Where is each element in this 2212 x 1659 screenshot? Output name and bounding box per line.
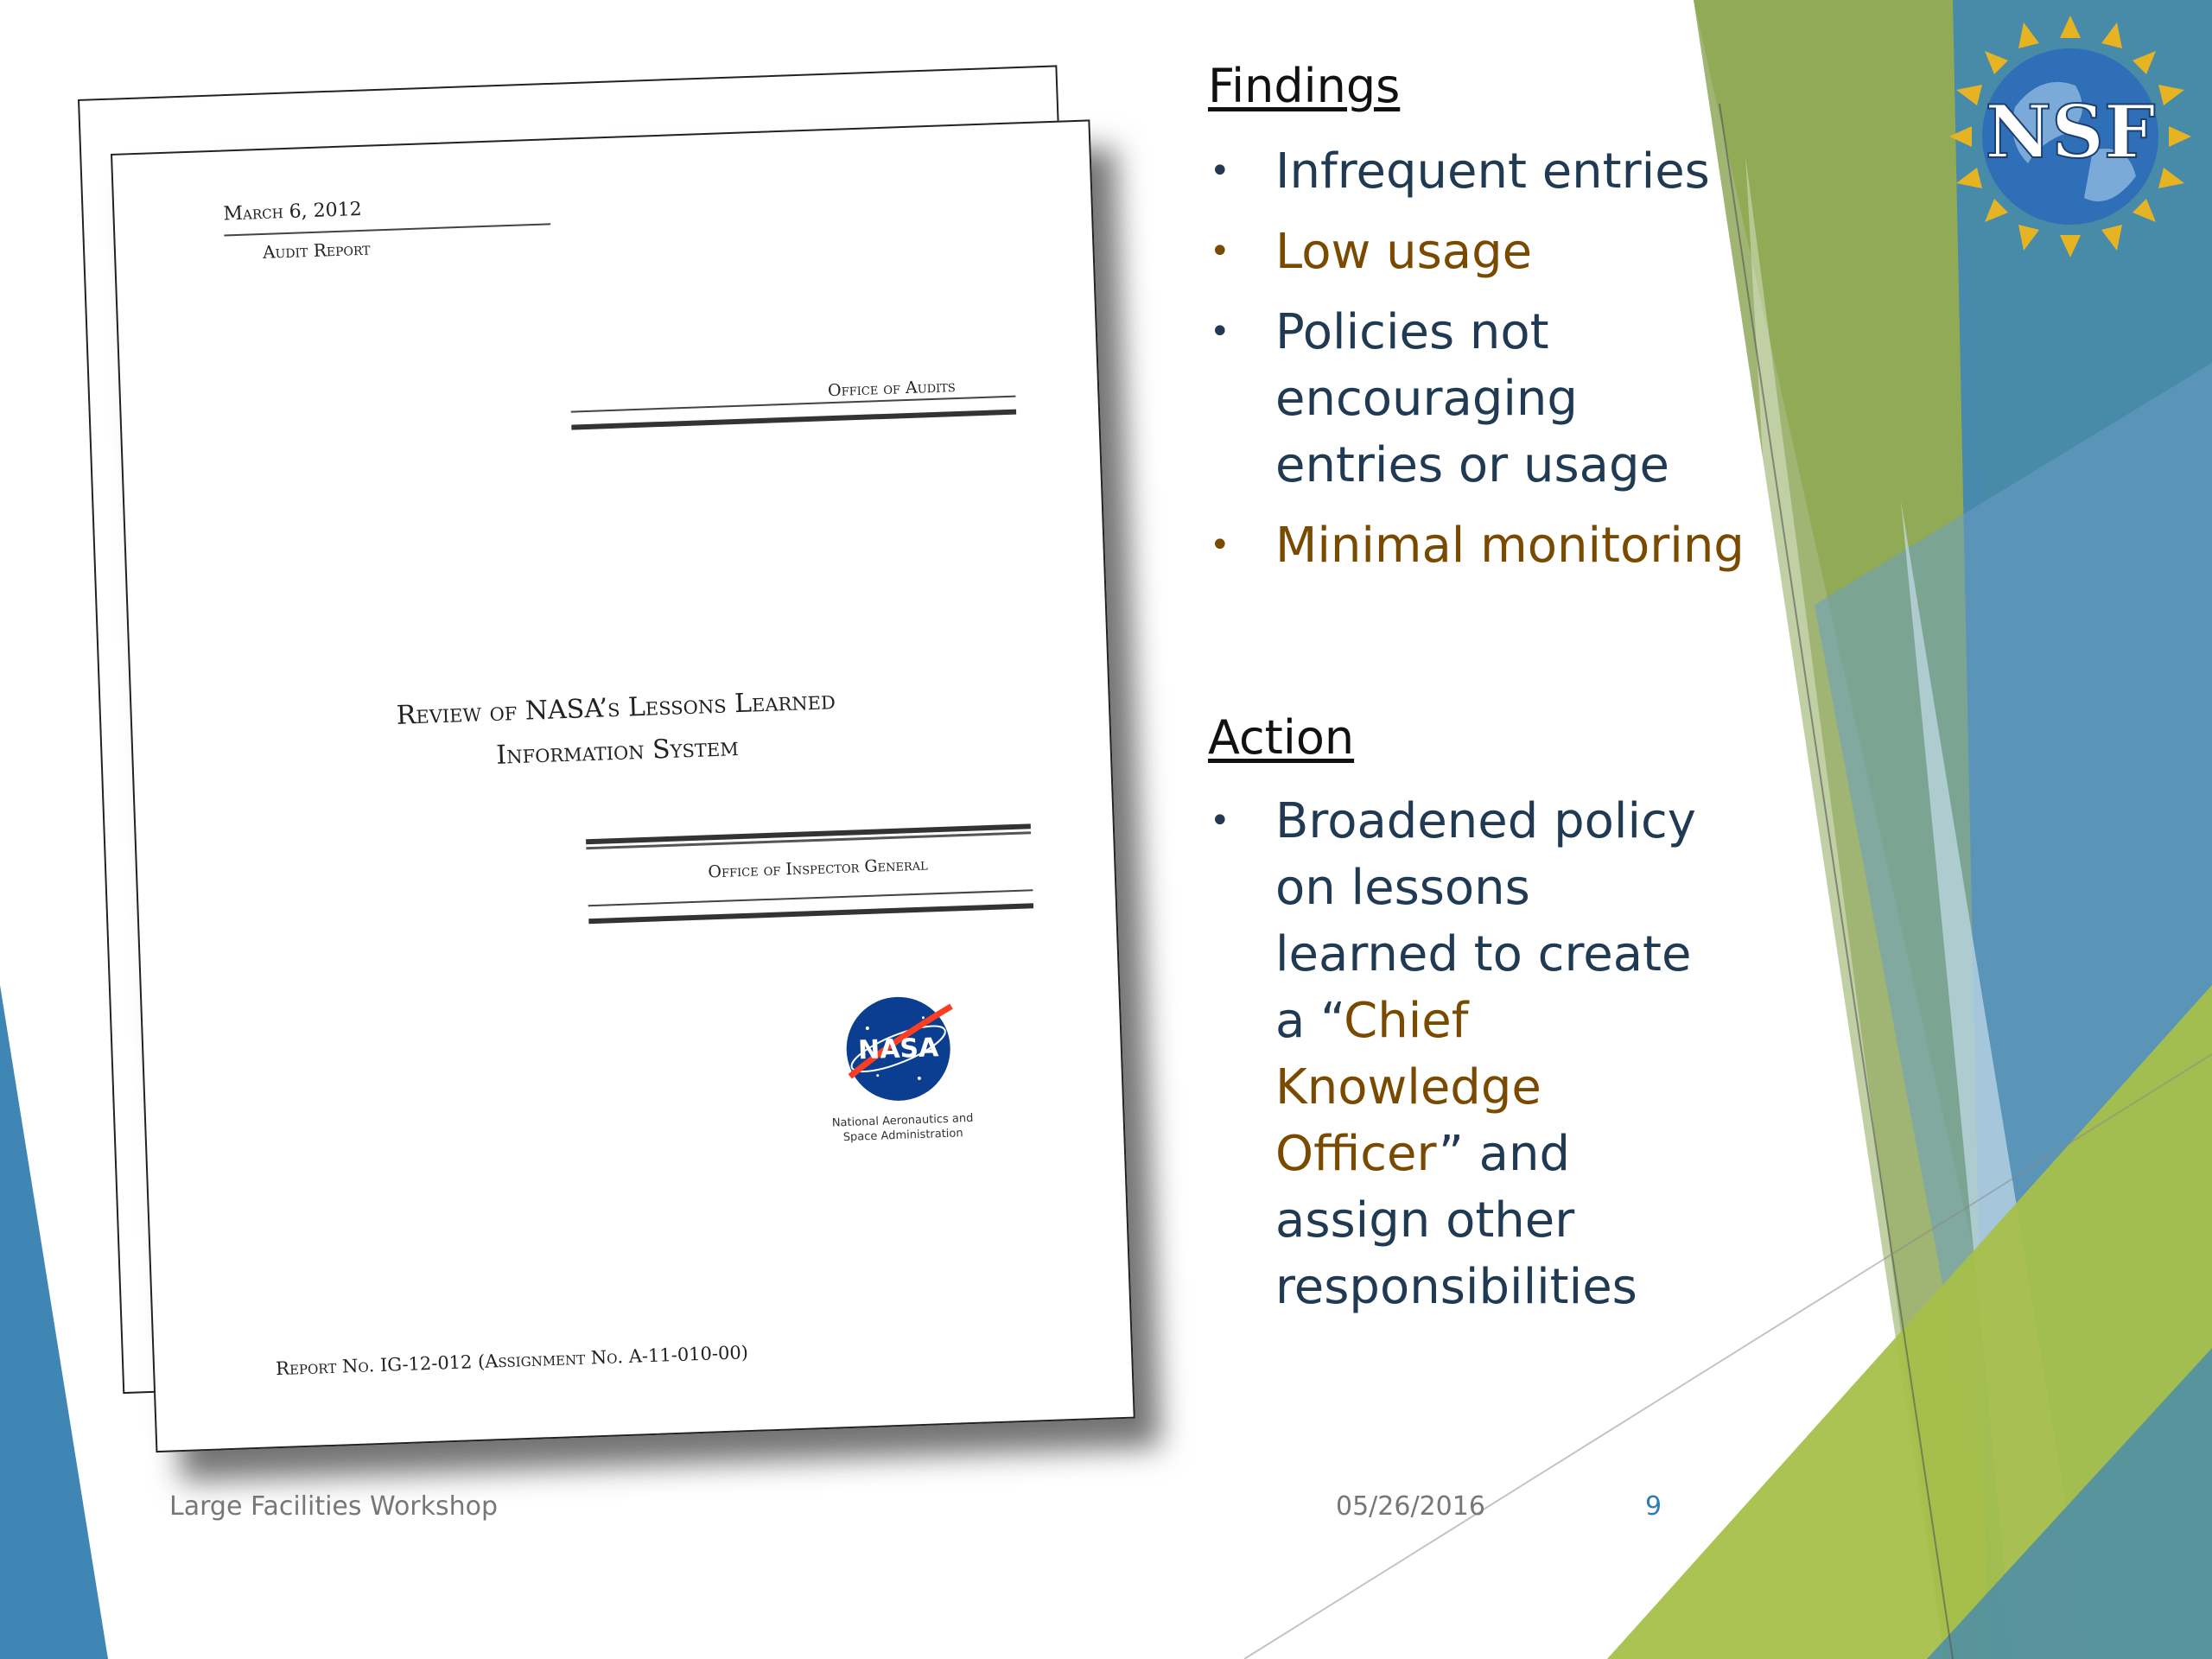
findings-item-text: Low usage	[1275, 224, 1533, 280]
nsf-logo-text: NSF	[1985, 89, 2156, 175]
report-oig: Office of Inspector General	[708, 855, 929, 882]
report-office: Office of Audits	[827, 377, 957, 401]
action-item-text-1: Broadened policy on lessons learned to create a “	[1275, 793, 1696, 1049]
bullet-icon: •	[1210, 801, 1230, 841]
action-item-text-2: ” and assign other responsibilities	[1275, 1126, 1637, 1315]
agency-caption: National Aeronautics and Space Administration	[831, 1111, 974, 1145]
footer-date: 05/26/2016	[1336, 1491, 1485, 1522]
bullet-icon: •	[1210, 525, 1230, 565]
bullet-icon: •	[1210, 232, 1230, 271]
action-item-highlight: Chief Knowledge Officer	[1275, 993, 1541, 1182]
report-date: March 6, 2012	[223, 198, 363, 226]
findings-item	[1206, 219, 1759, 285]
action-heading: Action	[1208, 710, 1355, 765]
findings-list	[1206, 138, 1759, 593]
footer-event-name: Large Facilities Workshop	[169, 1491, 499, 1522]
findings-item	[1206, 138, 1759, 205]
nasa-logo-text: NASA	[857, 1033, 939, 1066]
oig-rule-top	[586, 823, 1031, 849]
findings-item-text: Policies not encouraging entries or usage	[1275, 304, 1669, 493]
oig-rule-bottom	[588, 889, 1034, 926]
action-item	[1206, 788, 1725, 1320]
bullet-icon: •	[1210, 312, 1230, 352]
office-rule	[571, 396, 1017, 433]
findings-item-text: Infrequent entries	[1275, 143, 1710, 200]
findings-heading: Findings	[1208, 59, 1401, 113]
report-cover-page	[111, 119, 1135, 1452]
findings-item	[1206, 512, 1759, 579]
page-number: 9	[1645, 1491, 1662, 1522]
nsf-logo-icon	[1946, 12, 2195, 261]
action-list	[1206, 788, 1725, 1334]
report-number: Report No. IG-12-012 (Assignment No. A-11-010-00)	[275, 1342, 749, 1380]
report-title: Review of NASA’s Lessons Learned Information System	[396, 685, 836, 771]
report-type: Audit Report	[262, 238, 371, 263]
date-rule	[224, 223, 550, 236]
findings-item-text: Minimal monitoring	[1275, 518, 1745, 574]
findings-item	[1206, 299, 1759, 499]
left-blue-wedge	[0, 985, 108, 1659]
nasa-logo-icon	[840, 991, 956, 1107]
bullet-icon: •	[1210, 151, 1230, 191]
